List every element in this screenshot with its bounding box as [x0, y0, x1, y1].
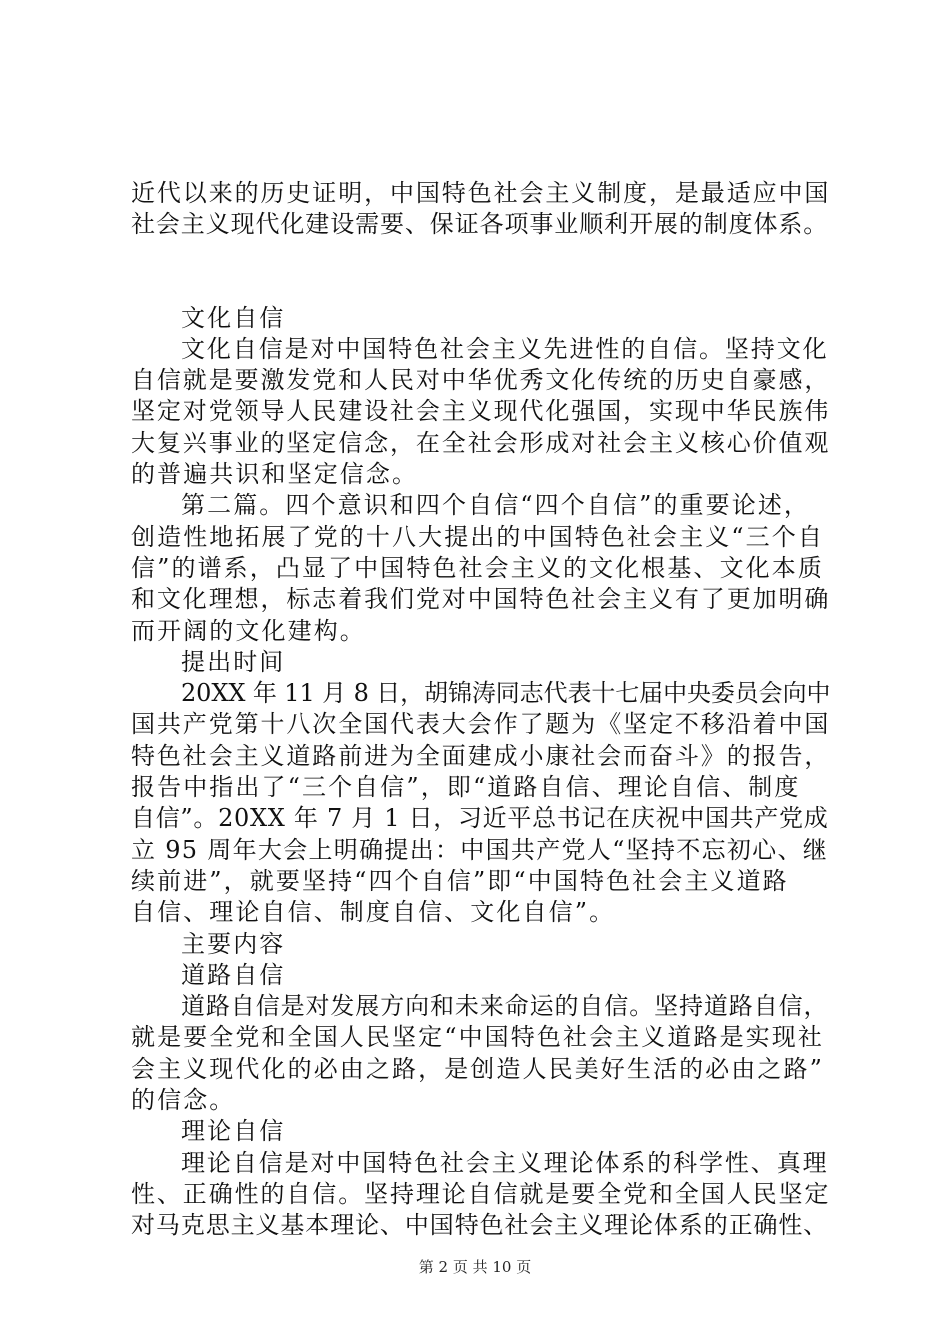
text-line: 国共产党第十八次全国代表大会作了题为《坚定不移沿着中国: [131, 710, 831, 739]
text-line: 就是要全党和全国人民坚定“中国特色社会主义道路是实现社: [131, 1023, 824, 1052]
page-number-label: 第 2 页 共 10 页: [418, 1258, 532, 1276]
document-body: [131, 178, 831, 1242]
text-line: 性、正确性的自信。坚持理论自信就是要全党和全国人民坚定: [131, 1179, 831, 1208]
text-line: 和文化理想，标志着我们党对中国特色社会主义有了更加明确: [131, 585, 831, 614]
text-line: 道路自信: [181, 960, 286, 989]
text-line: 坚定对党领导人民建设社会主义现代化强国，实现中华民族伟: [131, 397, 831, 426]
text-line: 主要内容: [181, 929, 286, 958]
text-line: 立 95 周年大会上明确提出：中国共产党人“坚持不忘初心、继: [131, 835, 829, 864]
text-line: 自信就是要激发党和人民对中华优秀文化传统的历史自豪感，: [131, 366, 831, 395]
text-line: 理论自信是对中国特色社会主义理论体系的科学性、真理: [181, 1148, 829, 1177]
paragraph-gap: [131, 241, 831, 303]
text-line: 而开阔的文化建构。: [131, 616, 366, 645]
text-line: 文化自信是对中国特色社会主义先进性的自信。坚持文化: [181, 334, 829, 363]
text-line: 自信、理论自信、制度自信、文化自信”。: [131, 898, 616, 927]
text-line: 的普遍共识和坚定信念。: [131, 460, 419, 489]
text-line: 道路自信是对发展方向和未来命运的自信。坚持道路自信，: [181, 992, 829, 1021]
text-line: 近代以来的历史证明，中国特色社会主义制度，是最适应中国: [131, 179, 831, 207]
text-line: 信”的谱系，凸显了中国特色社会主义的文化根基、文化本质: [131, 553, 824, 582]
text-line: 大复兴事业的坚定信念，在全社会形成对社会主义核心价值观: [131, 428, 831, 457]
text-line: 理论自信: [181, 1117, 286, 1146]
text-line: 特色社会主义道路前进为全面建成小康社会而奋斗》的报告，: [131, 741, 831, 770]
text-line: 续前进”，就要坚持“四个自信”即“中国特色社会主义道路: [131, 866, 789, 895]
text-line: 文化自信: [181, 303, 286, 332]
text-line: 的信念。: [131, 1086, 236, 1115]
text-line: 20XX 年 11 月 8 日，胡锦涛同志代表十七届中央委员会向中: [181, 679, 831, 708]
page-footer: [0, 1256, 950, 1277]
text-line: 自信”。20XX 年 7 月 1 日，习近平总书记在庆祝中国共产党成: [131, 804, 829, 833]
text-line: 报告中指出了“三个自信”，即“道路自信、理论自信、制度: [131, 773, 801, 802]
text-line: 第二篇。四个意识和四个自信“四个自信”的重要论述，: [181, 491, 811, 520]
text-line: 会主义现代化的必由之路，是创造人民美好生活的必由之路”: [131, 1054, 824, 1083]
text-line: 社会主义现代化建设需要、保证各项事业顺利开展的制度体系。: [131, 210, 829, 239]
text-line: 创造性地拓展了党的十八大提出的中国特色社会主义“三个自: [131, 522, 824, 551]
text-line: 对马克思主义基本理论、中国特色社会主义理论体系的正确性、: [131, 1211, 829, 1240]
text-line: 提出时间: [181, 647, 286, 676]
